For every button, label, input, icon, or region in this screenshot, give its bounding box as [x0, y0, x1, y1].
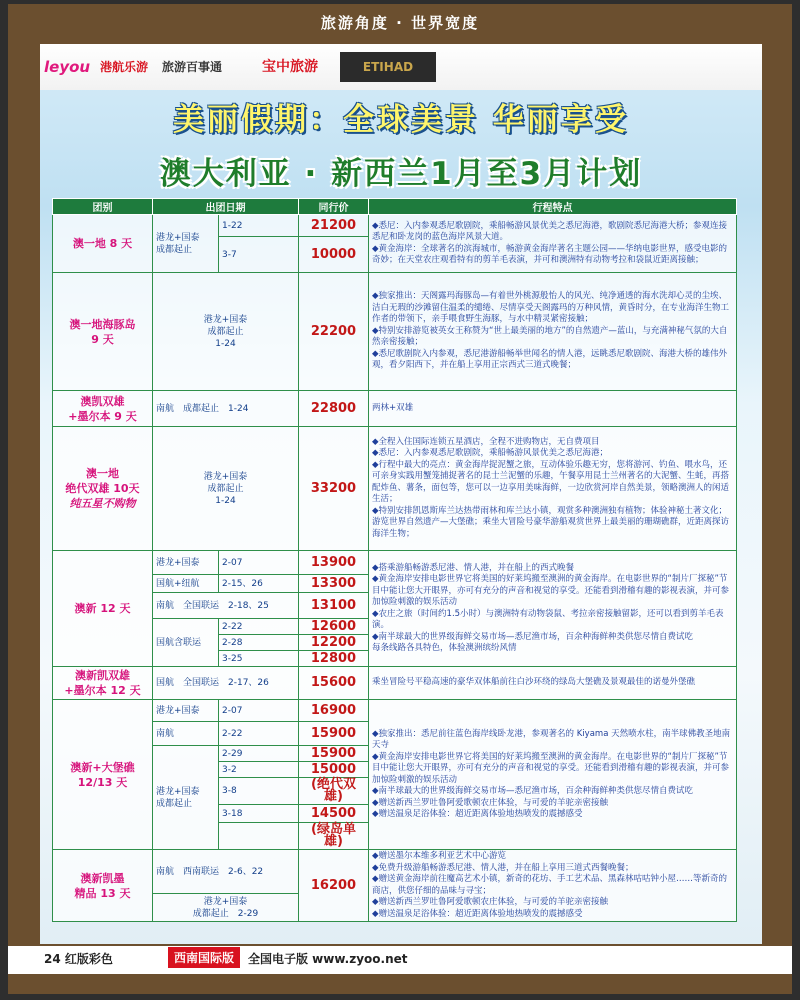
date: 2-15、26 — [219, 575, 299, 593]
page-number: 24 红版彩色 — [44, 952, 113, 966]
date: 国航 全国联运 2-17、26 — [153, 667, 299, 700]
group-name: 澳一地海豚岛 9 天 — [53, 273, 153, 391]
col-group: 团别 — [53, 199, 153, 215]
airline: 国航+纽航 — [153, 575, 219, 593]
date: 2-07 — [219, 551, 299, 575]
price: 12600 — [299, 619, 369, 635]
table-header-row — [53, 199, 737, 215]
date: 3-2 — [219, 762, 299, 778]
price: 13300 — [299, 575, 369, 593]
date: 2-22 — [219, 619, 299, 635]
page-title: 旅游角度 · 世界宽度 — [320, 14, 480, 32]
baozhong-logo: 宝中旅游 — [262, 59, 318, 75]
features: 乘坐冒险号平稳高速的豪华双体船前往白沙环绕的绿岛大堡礁及景观最佳的诺曼外堡礁 — [369, 667, 737, 700]
price: 12800 — [299, 651, 369, 667]
group-name: 澳新+大堡礁 12/13 天 — [53, 700, 153, 850]
price: 22800 — [299, 391, 369, 427]
price: 21200 — [299, 215, 369, 237]
group-name: 澳新凯双雄 +墨尔本 12 天 — [53, 667, 153, 700]
edition-url: 全国电子版 www.zyoo.net — [248, 952, 408, 966]
table-row — [53, 667, 737, 700]
col-features: 行程特点 — [369, 199, 737, 215]
price: 13900 — [299, 551, 369, 575]
features: ◆搭乘游船畅游悉尼港、情人港，并在船上的西式晚餐 ◆黄金海岸安排电影世界它将美国的好莱坞搬至澳洲的黄金海岸。在电影世界的“制片厂探秘”节目中能让您大开眼界，亦可有充分的声音和视觉的享受。还能看到滑稽有趣的影视表演，并可参加惊险刺激的娱乐活动 ◆农庄之旅（时间约1.5小时）与澳洲特有动物袋鼠、考拉亲密接触留影，还可以看到剪羊毛表演。 ◆南半球最大的世界级海鲜交易市场—悉尼渔市场，百余种海鲜种类供您尽情自费试吃 每条线路各具特色，体验澳洲缤纷风情 — [369, 551, 737, 667]
date: 港龙+国泰 成都起止 2-29 — [153, 894, 299, 922]
etihad-logo: ETIHAD — [340, 52, 436, 82]
date: 2-07 — [219, 700, 299, 722]
airline: 港龙+国泰 成都起止 — [153, 746, 219, 850]
date: 2-28 — [219, 635, 299, 651]
date: 3-7 — [219, 237, 299, 273]
headline-main: 美丽假期：全球美景 华丽享受 — [173, 102, 629, 138]
date-airline: 港龙+国泰 成都起止 — [153, 215, 219, 273]
edition-badge: 西南国际版 — [168, 947, 240, 968]
airline: 港龙+国泰 — [153, 551, 219, 575]
itinerary-table — [52, 198, 737, 922]
price: 13100 — [299, 593, 369, 619]
price: 14500 — [299, 805, 369, 823]
date-empty — [219, 823, 299, 850]
date: 3-18 — [219, 805, 299, 823]
table-row — [53, 427, 737, 551]
price: 33200 — [299, 427, 369, 551]
magazine-page — [8, 4, 792, 994]
group-name: 澳凯双雄 +墨尔本 9 天 — [53, 391, 153, 427]
price: 15600 — [299, 667, 369, 700]
headline-sub: 澳大利亚 · 新西兰1月至3月计划 — [159, 156, 643, 192]
airline: 国航含联运 — [153, 619, 219, 667]
price: (绿岛单雄) — [299, 823, 369, 850]
date: 2-22 — [219, 722, 299, 746]
group-name: 澳新 12 天 — [53, 551, 153, 667]
features: ◆赠送墨尔本维多利亚艺术中心游览 ◆免费升级游船畅游悉尼港、情人港，并在船上享用三道式西餐晚餐； ◆赠送黄金海岸前往魔高艺术小镇，新奇的花坊、手工艺术品、黑森林咕咕钟小屋……等新奇的商店，供您仔细的品味与寻宝； ◆赠送新西兰罗吐鲁阿爱歌顿农庄体验，与可爱的羊驼亲密接触 ◆赠送温泉足浴体验：超近距离体验地热喷发的震撼感受 — [369, 850, 737, 922]
price: 22200 — [299, 273, 369, 391]
airline: 港龙+国泰 — [153, 700, 219, 722]
table-row — [53, 215, 737, 237]
table-row — [53, 850, 737, 894]
price: 15000 — [299, 762, 369, 778]
group-name: 澳新凯墨 精品 13 天 — [53, 850, 153, 922]
features: ◆悉尼：入内参观悉尼歌剧院，乘船畅游风景优美之悉尼海港，歌剧院悉尼海港大桥；参观连接悉尼和卧龙岗的蓝色海岸风景大道。 ◆黄金海岸：全球著名的滨海城市，畅游黄金海岸著名主题公园——华纳电影世界，感受电影的奇妙；在天堂农庄观看特有的剪羊毛表演，并可和澳洲特有动物考拉和袋鼠近距离接触； — [369, 215, 737, 273]
features: ◆独家推出：悉尼前往蓝色海岸线卧龙港，参观著名的 Kiyama 天然喷水柱，南半球佛教圣地南天寺 ◆黄金海岸安排电影世界它将美国的好莱坞搬至澳洲的黄金海岸。在电影世界的“制片厂探秘”节目中能让您大开眼界，亦可有充分的声音和视觉的享受。还能看到滑稽有趣的影视表演，并可参加惊险刺激的娱乐活动 ◆南半球最大的世界级海鲜交易市场—悉尼渔市场，百余种海鲜种类供您尽情自费试吃 ◆赠送新西兰罗吐鲁阿爱歌顿农庄体验，与可爱的羊驼亲密接触 ◆赠送温泉足浴体验：超近距离体验地热喷发的震撼感受 — [369, 700, 737, 850]
airline: 南航 — [153, 722, 219, 746]
table-row — [53, 391, 737, 427]
logo-bar — [40, 44, 762, 90]
price: 15900 — [299, 722, 369, 746]
date: 南航 西南联运 2-6、22 — [153, 850, 299, 894]
ganghang-logo: 港航乐游 — [100, 60, 149, 74]
date: 3-25 — [219, 651, 299, 667]
group-name: 澳一地 8 天 — [53, 215, 153, 273]
col-price: 同行价 — [299, 199, 369, 215]
price: 15900 — [299, 746, 369, 762]
date: 港龙+国泰 成都起止 1-24 — [153, 273, 299, 391]
date: 3-8 — [219, 778, 299, 805]
price: 16900 — [299, 700, 369, 722]
group-name: 澳一地 绝代双雄 10天 — [65, 467, 140, 495]
features: ◆全程入住国际连锁五星酒店，全程不进购物店，无自费项目 ◆悉尼：入内参观悉尼歌剧院，乘船畅游风景优美之悉尼海港； ◆行程中最大的亮点：黄金海岸捉泥蟹之旅，互动体验乐趣无穷，您将游河、钓鱼、喂水鸟，还可亲身实践用蟹笼捕捉著名的昆士兰泥蟹的乐趣，午餐享用昆士兰州著名的大泥蟹、生蚝，再搭配炸鱼、薯条，面包等，您可以一边享用美味海鲜，一边欣赏河岸自然美景，领略澳洲人的闲适生活； ◆特别安排凯恩斯库兰达热带雨林和库兰达小镇，观赏多种澳洲独有植物；体验神秘土著文化；游览世界自然遗产—大堡礁；乘坐大冒险号豪华游船观赏世界上最美丽的珊瑚礁群，近距离探访海洋生物； — [369, 427, 737, 551]
date: 2-29 — [219, 746, 299, 762]
col-date: 出团日期 — [153, 199, 299, 215]
date: 港龙+国泰 成都起止 1-24 — [153, 427, 299, 551]
table-row — [53, 551, 737, 575]
group-cell — [53, 427, 153, 551]
table-row — [53, 273, 737, 391]
price: 10000 — [299, 237, 369, 273]
date: 1-22 — [219, 215, 299, 237]
group-note: 纯五星不购物 — [69, 497, 136, 510]
features: 两林+双雄 — [369, 391, 737, 427]
price: (绝代双雄) — [299, 778, 369, 805]
table-row — [53, 700, 737, 722]
baishitong-logo: 旅游百事通 — [162, 60, 223, 74]
leyou-logo: leyou — [44, 58, 91, 76]
date: 南航 成都起止 1-24 — [153, 391, 299, 427]
price: 16200 — [299, 850, 369, 922]
features: ◆独家推出：天阁露玛海豚岛—有着世外桃源般怡人的风光、纯净通透的海水洗却心灵的尘埃、洁白无瑕的沙滩留住温柔的缱绻、尽情享受天阁露玛的万种风情，黄昏时分，在专业海洋生物工作者的带领下，亲手喂食野生海豚，与水中精灵紧密接触； ◆特别安排游览被英女王称赞为“世上最美丽的地方”的自然遗产—蓝山，与充满神秘气氛的大自然亲密接触； ◆悉尼歌剧院入内参观，悉尼港游船畅举世闻名的情人港，远眺悉尼歌剧院、海港大桥的雄伟外观，看夕阳西下，并在船上享用正宗西式三道式晚餐； — [369, 273, 737, 391]
price: 12200 — [299, 635, 369, 651]
airline-date: 南航 全国联运 2-18、25 — [153, 593, 299, 619]
